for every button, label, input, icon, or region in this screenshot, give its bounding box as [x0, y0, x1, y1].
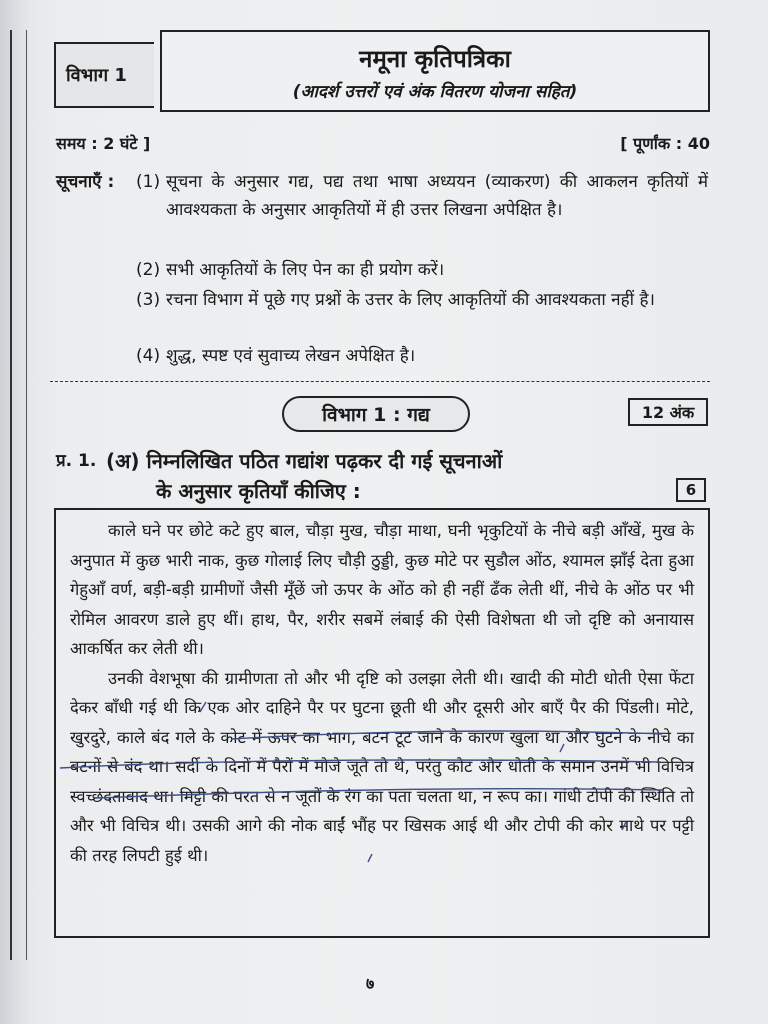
- question-number: प्र. 1.: [56, 451, 97, 471]
- instruction-number: (3): [136, 290, 161, 310]
- total-marks: [ पूर्णांक : 40: [620, 134, 710, 153]
- page-border-decoration: [10, 30, 27, 960]
- instruction-item: [136, 286, 708, 314]
- instruction-number: (2): [136, 260, 161, 280]
- passage-paragraph-2: उनकी वेशभूषा की ग्रामीणता तो और भी दृष्टि को उलझा लेती थी। खादी की मोटी धोती ऐसा फेंटा देकर बाँधी गई थी कि एक ओर दाहिने पैर पर घुटना छूती थी और दूसरी ओर बाएँ पैर की पिंडली। मोटे, खुरदुरे, काले बंद गले के कोट में ऊपर का भाग, बटन टूट जाने के कारण खुला था और घुटने के नीचे का बटनों से बंद था। सर्दी के दिनों में पैरों में मोजे जूते तो थे, परंतु कोट और धोती के समान उनमें भी विचित्र स्वच्छंदतावाद था। मिट्टी की परत से न जूतों के रंग का पता चलता था, न रूप का। गांधी टोपी की स्थिति तो और भी विचित्र थी। उसकी आगे की नोक बाईं भौंह पर खिसक आई थी और टोपी की कोर माथे पर पट्टी की तरह लिपटी हुई थी।: [70, 668, 694, 865]
- dashed-divider: [50, 381, 710, 382]
- question-text-line1: (अ) निम्नलिखित पठित गद्यांश पढ़कर दी गई सूचनाओं: [106, 449, 503, 473]
- passage-paragraph-1: काले घने पर छोटे कटे हुए बाल, चौड़ा मुख, चौड़ा माथा, घनी भृकुटियों के नीचे बड़ी आँखें, मुख के अनुपात में कुछ भारी नाक, कुछ गोलाई लिए चौड़ी ठुड्डी, कुछ मोटे पर सुडौल ओंठ, श्यामल झाँई देता हुआ गेहुआँ वर्ण, बड़ी-बड़ी ग्रामीणों जैसी मूँछें जो ऊपर के ओंठ को ही नहीं ढँक लेती थीं, नीचे के ओंठ पर भी रोमिल आवरण डाले हुए थीं। हाथ, पैर, शरीर सबमें लंबाई की ऐसी विशेषता थी जो दृष्टि को अनायास आकर्षित कर लेती थी।: [70, 521, 694, 658]
- page-number: ७: [366, 974, 375, 993]
- title-box: [160, 30, 710, 112]
- instruction-text: सभी आकृतियों के लिए पेन का ही प्रयोग करें।: [166, 260, 445, 280]
- instructions-label: सूचनाएँ :: [56, 172, 115, 192]
- instruction-number: (4): [136, 346, 161, 366]
- section-tag: विभाग 1: [54, 42, 154, 108]
- instruction-text: सूचना के अनुसार गद्य, पद्य तथा भाषा अध्ययन (व्याकरण) की आकलन कृतियों में आवश्यकता के अनुसार आकृतियों में ही उत्तर लिखना अपेक्षित है।: [166, 172, 708, 220]
- section-title: विभाग 1 : गद्य: [282, 396, 470, 432]
- question-marks-badge: 6: [676, 478, 706, 502]
- instruction-item: [136, 342, 708, 370]
- exam-time: समय : 2 घंटे ]: [56, 134, 151, 153]
- page-title: नमूना कृतिपत्रिका: [359, 45, 511, 73]
- page-subtitle: (आदर्श उत्तरों एवं अंक वितरण योजना सहित): [292, 82, 578, 102]
- instruction-item: [136, 168, 708, 224]
- section-marks-badge: 12 अंक: [628, 398, 708, 426]
- question-text-line2: के अनुसार कृतियाँ कीजिए :: [156, 479, 361, 503]
- instruction-item: [136, 256, 708, 284]
- instruction-text: रचना विभाग में पूछे गए प्रश्नों के उत्तर के लिए आकृतियों की आवश्यकता नहीं है।: [166, 290, 655, 310]
- instruction-number: (1): [136, 172, 161, 192]
- passage-box: [54, 508, 710, 938]
- instruction-text: शुद्ध, स्पष्ट एवं सुवाच्य लेखन अपेक्षित है।: [166, 346, 416, 366]
